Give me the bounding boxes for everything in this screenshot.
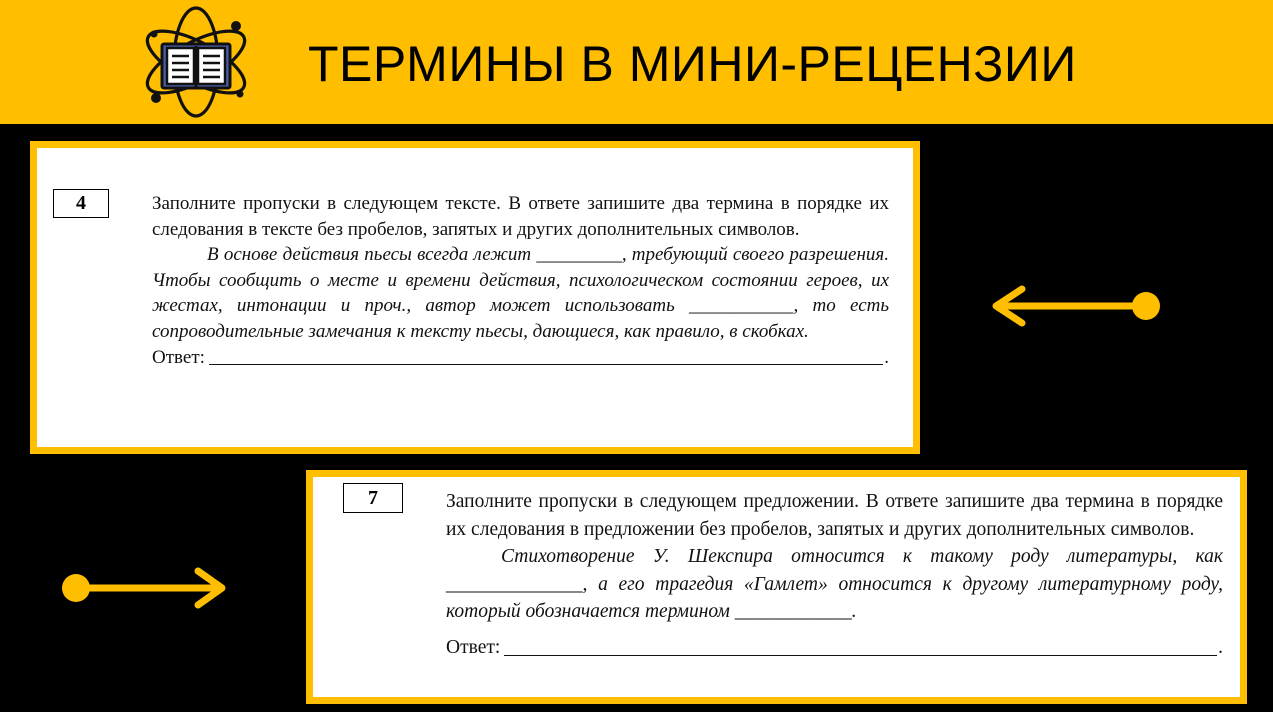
task-instruction: Заполните пропуски в следующем тексте. В ответе запишите два термина в порядке их следования в тексте без пробелов, запятых и других дополнительных символов. bbox=[152, 193, 889, 240]
task-card-4 bbox=[30, 141, 920, 454]
task-number-box: 7 bbox=[343, 483, 403, 513]
answer-end: . bbox=[884, 346, 889, 368]
answer-row bbox=[152, 345, 889, 371]
task-card-7 bbox=[306, 470, 1247, 704]
answer-field[interactable] bbox=[209, 364, 883, 365]
header-banner bbox=[0, 0, 1273, 124]
answer-label: Ответ: bbox=[152, 346, 205, 368]
page-title: ТЕРМИНЫ В МИНИ-РЕЦЕНЗИИ bbox=[308, 36, 1077, 92]
task-text bbox=[446, 488, 1223, 661]
answer-field[interactable] bbox=[504, 655, 1217, 656]
task-instruction: Заполните пропуски в следующем предложении. В ответе запишите два термина в порядке их следования в предложении без пробелов, запятых и других дополнительных символов. bbox=[446, 491, 1223, 540]
arrow-right-icon bbox=[58, 565, 233, 611]
task-number-box: 4 bbox=[53, 189, 109, 218]
answer-label: Ответ: bbox=[446, 636, 501, 658]
answer-row bbox=[446, 634, 1223, 662]
task-passage: Стихотворение У. Шекспира относится к такому роду литературы, как ______________, а его трагедия «Гамлет» относится к другому литературному роду, который обозначается термином ____________. bbox=[446, 546, 1223, 622]
arrow-left-icon bbox=[986, 283, 1166, 329]
answer-end: . bbox=[1218, 636, 1223, 658]
task-text bbox=[152, 191, 889, 370]
task-passage: В основе действия пьесы всегда лежит _________, требующий своего разрешения. Чтобы сообщить о месте и времени действия, психологическом состоянии героев, их жестах, интонации и проч., автор может использовать ___________, то есть сопроводительные замечания к тексту пьесы, дающиеся, как правило, в скобках. bbox=[152, 244, 889, 342]
atom-book-icon bbox=[136, 4, 256, 120]
